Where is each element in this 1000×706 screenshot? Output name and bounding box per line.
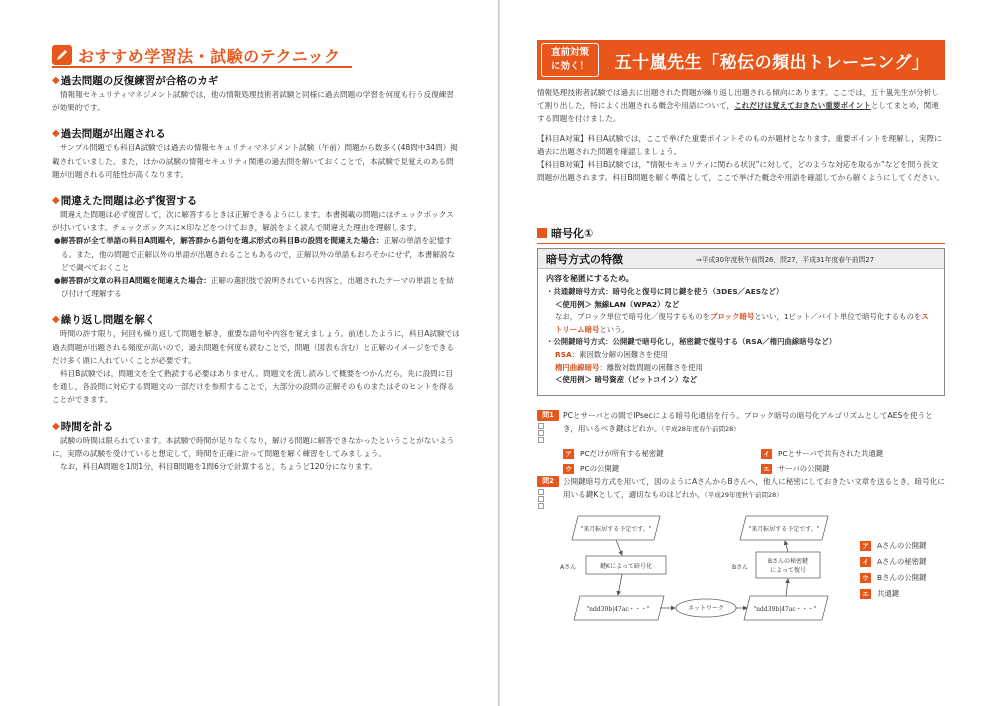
plaintext-a: "来月転居する予定です。" (580, 526, 652, 533)
choice-item: イ Aさんの秘密鍵 (860, 556, 950, 567)
section-paragraph: 間違えた問題は必ず復習して，次に解答するときは正解できるようにします。本書掲載の問題にはチェックボックスが付いています。チェックボックスに×印などをつけておき，解説をよく読んで間違えた理由を理解します。 (52, 210, 454, 233)
question-1 (537, 410, 945, 474)
left-page (0, 0, 499, 706)
banner-title: 五十嵐先生「秘伝の頻出トレーニング」 (614, 52, 930, 73)
choice-item: ア PCだけが所有する秘密鍵 (563, 448, 761, 459)
question-text: 公開鍵暗号方式を用いて，図のようにAさんからBさんへ，他人に秘密にしておきたい文章を送るとき，暗号化に用いる鍵Kとして，適切なものはどれか。（平成29年度秋午前問28） (563, 477, 945, 499)
review-checkbox[interactable] (538, 489, 544, 495)
encrypt-label: 鍵Kによって暗号化 (600, 563, 652, 570)
choice-item: ウ Bさんの公開鍵 (860, 572, 950, 583)
section-paragraph: なお，科目A問題を1問1分，科目B問題を1問6分で計算すると，ちょうど120分になります。 (60, 462, 377, 472)
arrow (785, 541, 788, 552)
left-body (52, 74, 460, 486)
square-icon (537, 228, 547, 238)
choice-item: ア Aさんの公開鍵 (860, 540, 950, 551)
review-checkbox[interactable] (538, 430, 544, 436)
section-heading: ◆ 過去問題の反復練習が合格のカギ (52, 75, 219, 87)
review-checkbox[interactable] (538, 437, 544, 443)
plaintext-b: "来月転居する予定です。" (748, 526, 820, 533)
decrypt-label-2: によって復号 (769, 567, 807, 574)
checkbox-group (538, 489, 559, 510)
title-underline (52, 66, 352, 68)
banner-badge: 直前対策 に効く！ (541, 43, 599, 77)
decrypt-label-1: Bさんの秘密鍵 (767, 558, 809, 565)
ciphertext-a: "ndd39b|47ac・・・" (586, 606, 650, 613)
box-body (538, 269, 944, 390)
right-intro (537, 86, 945, 184)
box-subtitle: 内容を秘匿にするため。 (546, 274, 634, 283)
kamoku-a-note: 【科目A対策】科目A試験では，ここで挙げた重要ポイントそのものが題材となります。重要ポイントを理解し，実際に過去に出題された問題を確認しましょう。 (537, 133, 942, 156)
review-checkbox[interactable] (538, 503, 544, 509)
left-page-title (52, 44, 352, 66)
public-key-heading: ・公開鍵暗号方式：公開鍵で暗号化し，秘密鍵で復号する（RSA／楕円曲線暗号など） (546, 337, 837, 347)
section-paragraph: 情報報セキュリティマネジメント試験では，他の情報処理技術者試験と同様に過去問題の学習を何度も行う反復練習が効果的です。 (52, 90, 454, 113)
section-heading: ◆ 過去問題が出題される (52, 128, 166, 141)
section-time (52, 420, 460, 474)
q2-choice-list (860, 540, 950, 604)
ciphertext-b: "ndd39b|47ac・・・" (753, 606, 817, 613)
public-key-example: ＜使用例＞ 暗号資産（ビットコイン）など (555, 375, 698, 385)
question-2 (537, 476, 945, 510)
box-header (538, 249, 944, 269)
diamond-icon: ◆ (52, 128, 60, 140)
review-checkbox[interactable] (538, 496, 544, 502)
left-title-text: おすすめ学習法・試験のテクニック (78, 46, 341, 66)
section-paragraph: サンプル問題でも科目A試験では過去の情報セキュリティマネジメント試験（午前）問題から数多く(48問中34問）掲載されていました。また，ほかの試験の情報セキュリティ関連の過去問を解いておくことで，本試験で見覚えのある問題が出題される可能性が高くなります。 (52, 143, 458, 179)
diamond-icon: ◆ (52, 420, 60, 432)
bullet-item: ●解答群が全て単語の科目A問題や，解答群から語句を選ぶ形式の科目Bの設問を間違えた場合：正解の単語を記憶する。また，他の問題で正解以外の単語が出題されることもあるので，正解以外の単語もおろそかにせず，本書解説などで調べておくこと (54, 236, 456, 272)
rsa-line: RSA：素因数分解の困難さを使用 (555, 349, 668, 359)
question-number: 問1 (537, 410, 559, 421)
decrypt-box (756, 552, 820, 578)
symmetric-heading: ・共通鍵暗号方式：暗号化と復号に同じ鍵を使う（3DES／AESなど） (546, 287, 784, 296)
choice-list (537, 448, 945, 474)
network-label: ネットワーク (687, 605, 725, 612)
bullet-item: ●解答群が文章の科目A問題を間違えた場合：正解の選択肢で説明されている内容と，出題されたテーマの単語とを結び付けて理解する (54, 276, 454, 299)
section-paragraph: 時間の許す限り，何回も繰り返して問題を解き，重要な語句や内容を覚えましょう。前述したように，科目A試験では過去問題が出題される頻度が高いので，過去問題を何度も読むことで，問題（図表も含む）と正解のイメージをできるだけ多く頭に入れていくことが必要です。 (52, 329, 460, 365)
pencil-icon (52, 45, 72, 65)
section-review-mistakes (52, 194, 460, 300)
intro-paragraph: 情報処理技術者試験では過去に出題された問題が繰り返し出題される傾向にあります。ここでは，五十嵐先生が分析して割り出した，特によく出題される概念や用語について，これだけは覚えておきたい重要ポイントとしてまとめ，関連する問題を付けました。 (537, 88, 939, 124)
ecc-line: 楕円曲線暗号：離散対数問題の困難さを使用 (555, 362, 703, 372)
choice-item: エ サーバの公開鍵 (761, 463, 941, 474)
person-b-label: Bさん (732, 564, 749, 571)
symmetric-description: なお，ブロック単位で暗号化／復号するものをブロック暗号といい，1ビット／バイト単位で暗号化するものをストリーム暗号という。 (555, 312, 929, 334)
section-heading-encryption: 暗号化① (537, 224, 945, 242)
review-checkbox[interactable] (538, 423, 544, 429)
diamond-icon: ◆ (52, 314, 60, 326)
question-number: 問2 (537, 476, 559, 487)
choice-item: イ PCとサーバで共有された共通鍵 (761, 448, 941, 459)
section-past-questions (52, 127, 460, 181)
section-heading: ◆ 時間を計る (52, 420, 114, 433)
kamoku-b-note: 【科目B対策】科目B試験では，“情報セキュリティに関わる状況”に対して，どのような対応を取るか”などを問う長文問題が出題されます。科目B問題を解く準備として，ここで挙げた概念や用語を確認してから解くようにしてください。 (537, 160, 944, 183)
checkbox-group (538, 423, 559, 444)
choice-item: ウ PCの公開鍵 (563, 463, 761, 474)
key-point-box (537, 248, 945, 396)
section-paragraph: 試験の時間は限られています。本試験で時間が足りなくなり，解ける問題に解答できなかったということがないように，実際の試験を受けていると想定して，時間を正確に計って問題を解く練習をしてみましょう。 (52, 435, 455, 458)
section-heading: ◆ 繰り返し問題を解く (52, 314, 156, 327)
choice-item: エ 共通鍵 (860, 588, 950, 599)
symmetric-example: ＜使用例＞ 無線LAN（WPA2）など (555, 299, 680, 309)
diamond-icon: ◆ (52, 195, 60, 207)
section-repeat-solving (52, 313, 460, 406)
box-reference: ⇒平成30年度秋午前問26，問27，平成31年度春午前問27 (696, 255, 875, 264)
arrow (616, 540, 622, 555)
arrow (618, 574, 622, 595)
diamond-icon: ◆ (52, 75, 60, 86)
section-heading: ◆ 間違えた問題は必ず復習する (52, 195, 198, 208)
question-text: PCとサーバとの間でIPsecによる暗号化通信を行う。ブロック暗号の暗号化アルゴリズムとしてAESを使うとき，用いるべき鍵はどれか。（平成28年度春午前問28） (563, 411, 933, 433)
section-rule (537, 243, 945, 244)
section-paragraph: 科目B試験では，問題文を全て熟読する必要はありません。問題文を流し読みして概要をつかんだら，先に設問に目を通し，各設問に対応する問題文の一部だけを参照することで，大部分の設問の正解そのものまたはそのヒントを得ることができます。 (52, 369, 455, 405)
box-title: 暗号方式の特徴 (546, 252, 623, 266)
encryption-diagram (560, 506, 840, 636)
training-banner (537, 40, 945, 80)
arrow (786, 579, 788, 596)
person-a-label: Aさん (560, 564, 577, 571)
section-repetition (52, 74, 460, 114)
